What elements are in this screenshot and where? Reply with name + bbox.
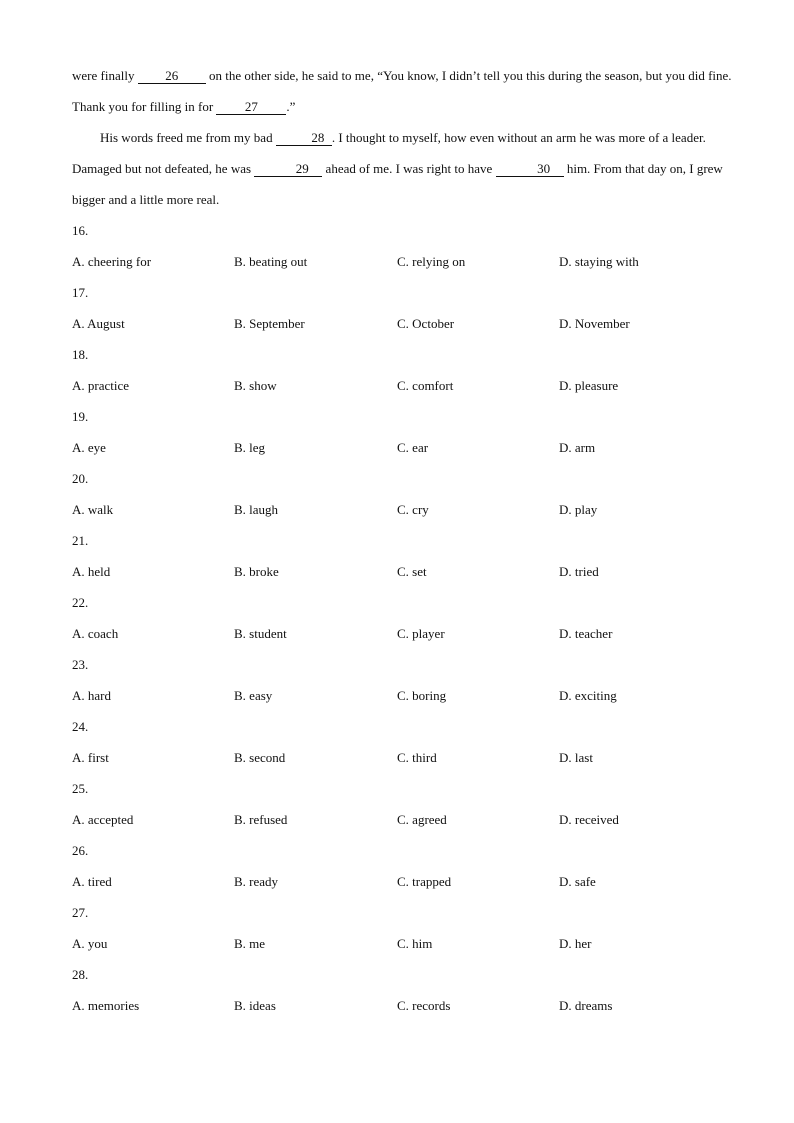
option-a: A. memories <box>72 998 140 1013</box>
question-number: 28. <box>72 967 89 982</box>
passage-text: . I thought to myself, how even without an arm he was more of a leader. Damaged but not defeated, he was <box>72 130 706 176</box>
option-c: C. him <box>397 936 433 951</box>
question-17 <box>72 277 732 339</box>
passage-text: him. From that day on, I grew bigger and a little more real. <box>72 161 723 207</box>
question-27 <box>72 897 732 959</box>
option-b: B. September <box>234 316 305 331</box>
option-d: D. staying with <box>559 254 639 269</box>
passage-paragraph-2 <box>72 122 732 215</box>
question-21 <box>72 525 732 587</box>
option-row <box>72 866 732 897</box>
option-a: A. eye <box>72 440 106 455</box>
document-page <box>72 60 732 1021</box>
option-d: D. pleasure <box>559 378 619 393</box>
option-row <box>72 928 732 959</box>
option-d: D. dreams <box>559 998 613 1013</box>
option-d: D. play <box>559 502 598 517</box>
option-c: C. relying on <box>397 254 466 269</box>
question-number: 16. <box>72 223 89 238</box>
blank-26: 26 <box>138 68 206 84</box>
option-row <box>72 618 732 649</box>
option-a: A. held <box>72 564 111 579</box>
option-c: C. records <box>397 998 451 1013</box>
option-row <box>72 990 732 1021</box>
question-24 <box>72 711 732 773</box>
question-number: 17. <box>72 285 89 300</box>
passage-text: were finally <box>72 68 138 83</box>
question-18 <box>72 339 732 401</box>
option-a: A. first <box>72 750 109 765</box>
option-b: B. second <box>234 750 286 765</box>
option-b: B. ready <box>234 874 279 889</box>
option-row <box>72 804 732 835</box>
option-b: B. beating out <box>234 254 308 269</box>
option-c: C. ear <box>397 440 429 455</box>
option-b: B. leg <box>234 440 266 455</box>
option-d: D. her <box>559 936 592 951</box>
passage-text: ahead of me. I was right to have <box>322 161 496 176</box>
option-d: D. arm <box>559 440 596 455</box>
question-number: 20. <box>72 471 89 486</box>
option-row <box>72 370 732 401</box>
blank-27: 27 <box>216 99 286 115</box>
option-b: B. me <box>234 936 266 951</box>
passage-text: on the other side, he said to me, “You know, I didn’t tell you this during the season, but you did fine. Thank you for filling in for <box>72 68 732 114</box>
passage-text: .” <box>286 99 296 114</box>
blank-30: 30 <box>496 161 564 177</box>
question-26 <box>72 835 732 897</box>
question-16 <box>72 215 732 277</box>
option-d: D. safe <box>559 874 596 889</box>
blank-28: 28 <box>276 130 332 146</box>
passage-paragraph-1 <box>72 60 732 122</box>
question-number: 27. <box>72 905 89 920</box>
option-b: B. easy <box>234 688 273 703</box>
option-c: C. comfort <box>397 378 454 393</box>
option-c: C. agreed <box>397 812 447 827</box>
question-28 <box>72 959 732 1021</box>
option-b: B. broke <box>234 564 279 579</box>
question-number: 18. <box>72 347 89 362</box>
option-c: C. trapped <box>397 874 452 889</box>
question-number: 26. <box>72 843 89 858</box>
option-row <box>72 246 732 277</box>
option-a: A. hard <box>72 688 111 703</box>
option-b: B. ideas <box>234 998 276 1013</box>
option-a: A. walk <box>72 502 114 517</box>
option-d: D. last <box>559 750 593 765</box>
option-d: D. teacher <box>559 626 613 641</box>
option-d: D. received <box>559 812 619 827</box>
question-number: 25. <box>72 781 89 796</box>
question-19 <box>72 401 732 463</box>
blank-29: 29 <box>254 161 322 177</box>
option-b: B. laugh <box>234 502 279 517</box>
option-c: C. player <box>397 626 445 641</box>
option-a: A. August <box>72 316 125 331</box>
option-c: C. boring <box>397 688 447 703</box>
option-row <box>72 680 732 711</box>
option-b: B. refused <box>234 812 288 827</box>
option-row <box>72 556 732 587</box>
question-number: 21. <box>72 533 89 548</box>
option-a: A. practice <box>72 378 130 393</box>
option-c: C. third <box>397 750 437 765</box>
option-a: A. tired <box>72 874 112 889</box>
question-number: 23. <box>72 657 89 672</box>
passage-text: His words freed me from my bad <box>100 130 276 145</box>
option-row <box>72 742 732 773</box>
option-a: A. cheering for <box>72 254 152 269</box>
option-row <box>72 494 732 525</box>
option-a: A. you <box>72 936 108 951</box>
option-b: B. show <box>234 378 277 393</box>
question-number: 22. <box>72 595 89 610</box>
option-c: C. October <box>397 316 455 331</box>
question-25 <box>72 773 732 835</box>
option-c: C. cry <box>397 502 429 517</box>
option-a: A. coach <box>72 626 119 641</box>
option-b: B. student <box>234 626 287 641</box>
option-row <box>72 432 732 463</box>
question-23 <box>72 649 732 711</box>
question-22 <box>72 587 732 649</box>
option-c: C. set <box>397 564 427 579</box>
question-number: 24. <box>72 719 89 734</box>
question-list <box>72 215 732 1021</box>
question-20 <box>72 463 732 525</box>
option-row <box>72 308 732 339</box>
option-d: D. November <box>559 316 630 331</box>
option-d: D. exciting <box>559 688 617 703</box>
option-a: A. accepted <box>72 812 134 827</box>
question-number: 19. <box>72 409 89 424</box>
option-d: D. tried <box>559 564 599 579</box>
